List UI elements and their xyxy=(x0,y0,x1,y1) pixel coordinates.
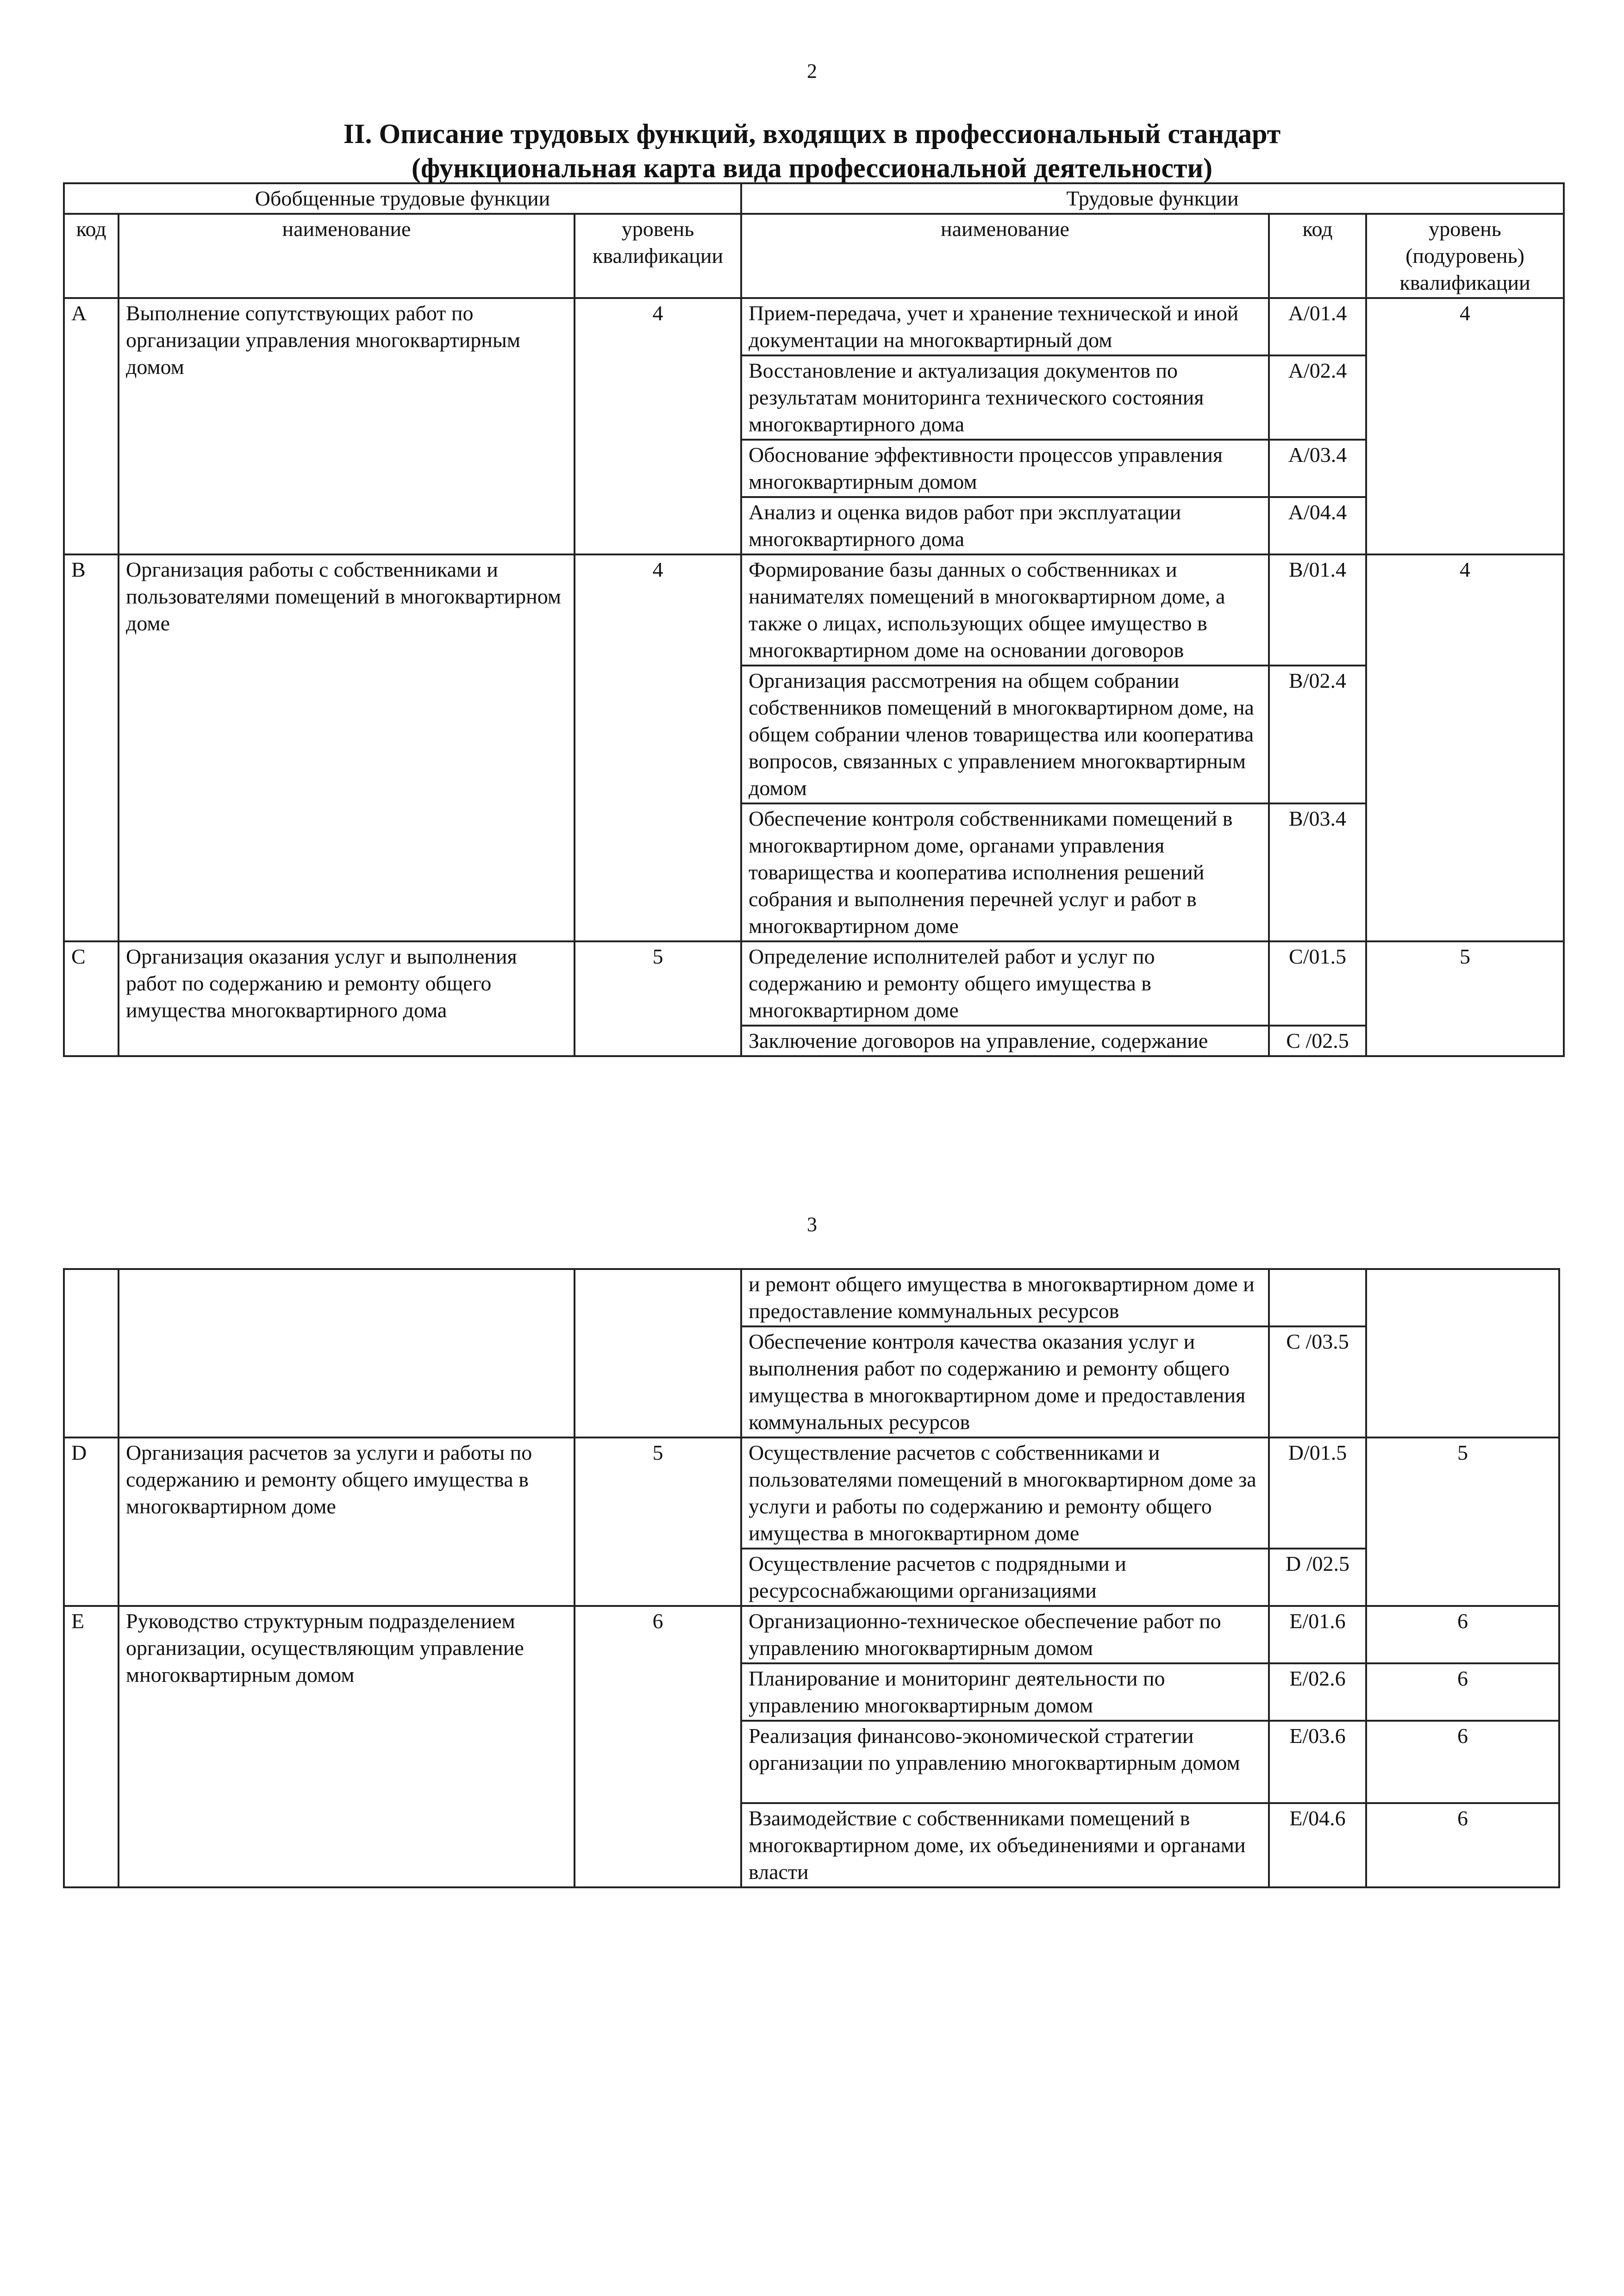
group-level: 6 xyxy=(575,1606,741,1887)
group-code: C xyxy=(64,941,119,1056)
header-function-name: наименование xyxy=(741,214,1269,298)
function-sublevel: 6 xyxy=(1366,1606,1559,1663)
function-code xyxy=(1269,1269,1366,1326)
table-row xyxy=(64,298,1564,355)
group-code xyxy=(64,1269,119,1437)
function-name: Восстановление и актуализация документов по результатам мониторинга технического состояния многоквартирного дома xyxy=(741,355,1269,440)
function-name: и ремонт общего имущества в многоквартирном доме и предоставление коммунальных ресурсов xyxy=(741,1269,1269,1326)
group-name: Организация работы с собственниками и пользователями помещений в многоквартирном доме xyxy=(119,554,575,941)
function-name: Взаимодействие с собственниками помещений в многоквартирном доме, их объединениями и органами власти xyxy=(741,1803,1269,1887)
header-row-top xyxy=(64,183,1564,214)
function-code: B/02.4 xyxy=(1269,666,1366,803)
header-level: уровень квалификации xyxy=(575,214,741,298)
function-code: E/01.6 xyxy=(1269,1606,1366,1663)
group-level xyxy=(575,1269,741,1437)
function-name: Прием-передача, учет и хранение технической и иной документации на многоквартирный дом xyxy=(741,298,1269,355)
header-sublevel: уровень (подуровень) квалификации xyxy=(1366,214,1564,298)
function-code: D /02.5 xyxy=(1269,1549,1366,1606)
function-name: Планирование и мониторинг деятельности по управлению многоквартирным домом xyxy=(741,1663,1269,1721)
function-code: A/01.4 xyxy=(1269,298,1366,355)
table-row xyxy=(64,1437,1559,1549)
function-code: B/03.4 xyxy=(1269,803,1366,941)
function-name: Обеспечение контроля качества оказания услуг и выполнения работ по содержанию и ремонту общего имущества в многоквартирном доме и предоставления коммунальных ресурсов xyxy=(741,1326,1269,1437)
function-name: Реализация финансово-экономической стратегии организации по управлению многоквартирным домом xyxy=(741,1721,1269,1803)
group-level: 4 xyxy=(575,554,741,941)
function-name: Обоснование эффективности процессов управления многоквартирным домом xyxy=(741,440,1269,497)
table-row xyxy=(64,554,1564,666)
group-level: 5 xyxy=(575,941,741,1056)
group-code: B xyxy=(64,554,119,941)
function-sublevel: 5 xyxy=(1366,1437,1559,1606)
function-code: A/03.4 xyxy=(1269,440,1366,497)
group-code: A xyxy=(64,298,119,554)
header-name: наименование xyxy=(119,214,575,298)
table-row xyxy=(64,1606,1559,1663)
group-name: Организация расчетов за услуги и работы по содержанию и ремонту общего имущества в многоквартирном доме xyxy=(119,1437,575,1606)
group-name: Организация оказания услуг и выполнения работ по содержанию и ремонту общего имущества многоквартирного дома xyxy=(119,941,575,1056)
header-code: код xyxy=(64,214,119,298)
function-name: Обеспечение контроля собственниками помещений в многоквартирном доме, органами управления товарищества и кооператива исполнения решений собрания и выполнения перечней услуг и работ в многоквартирном доме xyxy=(741,803,1269,941)
function-code: C /02.5 xyxy=(1269,1026,1366,1056)
function-sublevel: 6 xyxy=(1366,1803,1559,1887)
functional-map-table-continued xyxy=(63,1268,1560,1888)
function-name: Анализ и оценка видов работ при эксплуатации многоквартирного дома xyxy=(741,497,1269,554)
function-code: B/01.4 xyxy=(1269,554,1366,666)
group-level: 4 xyxy=(575,298,741,554)
group-level: 5 xyxy=(575,1437,741,1606)
table-row xyxy=(64,1269,1559,1326)
function-name: Заключение договоров на управление, содержание xyxy=(741,1026,1269,1056)
group-code: D xyxy=(64,1437,119,1606)
section-title: II. Описание трудовых функций, входящих в профессиональный стандарт xyxy=(343,118,1281,149)
functional-map-table xyxy=(63,182,1565,1057)
function-sublevel: 6 xyxy=(1366,1721,1559,1803)
function-name: Организационно-техническое обеспечение работ по управлению многоквартирным домом xyxy=(741,1606,1269,1663)
function-code: E/03.6 xyxy=(1269,1721,1366,1803)
function-name: Формирование базы данных о собственниках и нанимателях помещений в многоквартирном доме, а также о лицах, использующих общее имущество в многоквартирном доме на основании договоров xyxy=(741,554,1269,666)
function-sublevel: 5 xyxy=(1366,941,1564,1056)
function-code: E/04.6 xyxy=(1269,1803,1366,1887)
function-code: E/02.6 xyxy=(1269,1663,1366,1721)
function-sublevel: 6 xyxy=(1366,1663,1559,1721)
function-sublevel: 4 xyxy=(1366,298,1564,554)
function-code: A/04.4 xyxy=(1269,497,1366,554)
header-function-code: код xyxy=(1269,214,1366,298)
header-labor-functions: Трудовые функции xyxy=(741,183,1564,214)
function-name: Определение исполнителей работ и услуг по содержанию и ремонту общего имущества в многоквартирном доме xyxy=(741,941,1269,1026)
table-row xyxy=(64,941,1564,1026)
function-sublevel xyxy=(1366,1269,1559,1437)
function-name: Осуществление расчетов с собственниками и пользователями помещений в многоквартирном доме за услуги и работы по содержанию и ремонту общего имущества в многоквартирном доме xyxy=(741,1437,1269,1549)
header-row-columns xyxy=(64,214,1564,298)
section-subtitle: (функциональная карта вида профессиональной деятельности) xyxy=(411,153,1212,183)
page-number: 3 xyxy=(807,1213,817,1236)
group-name: Выполнение сопутствующих работ по организации управления многоквартирным домом xyxy=(119,298,575,554)
function-code: C /03.5 xyxy=(1269,1326,1366,1437)
page-number: 2 xyxy=(807,60,817,82)
function-sublevel: 4 xyxy=(1366,554,1564,941)
group-name: Руководство структурным подразделением организации, осуществляющим управление многоквартирным домом xyxy=(119,1606,575,1887)
group-code: E xyxy=(64,1606,119,1887)
header-generalized-functions: Обобщенные трудовые функции xyxy=(64,183,741,214)
function-name: Осуществление расчетов с подрядными и ресурсоснабжающими организациями xyxy=(741,1549,1269,1606)
group-name xyxy=(119,1269,575,1437)
function-name: Организация рассмотрения на общем собрании собственников помещений в многоквартирном доме, на общем собрании членов товарищества или кооператива вопросов, связанных с управлением многоквартирным домом xyxy=(741,666,1269,803)
function-code: D/01.5 xyxy=(1269,1437,1366,1549)
function-code: A/02.4 xyxy=(1269,355,1366,440)
function-code: C/01.5 xyxy=(1269,941,1366,1026)
